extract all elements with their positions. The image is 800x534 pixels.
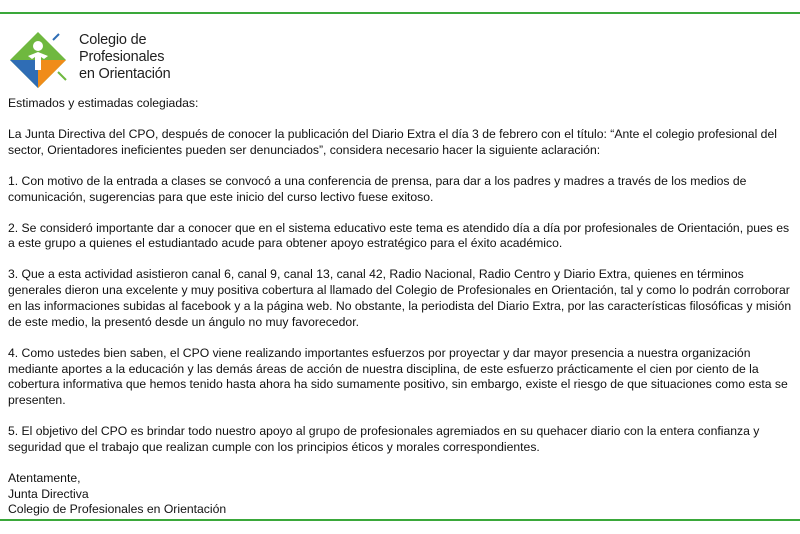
letter-body: [8, 96, 798, 518]
top-divider: [0, 12, 800, 14]
logo-line-2: Profesionales: [79, 49, 165, 65]
intro-paragraph: La Junta Directiva del CPO, después de conocer la publicación del Diario Extra el día 3 de febrero con el título: “Ante el colegio profesional del sector, Orientadores ineficientes pueden ser denunciados”, considera necesario hacer la siguiente aclaración:: [8, 126, 777, 157]
point-1: 1. Con motivo de la entrada a clases se convocó a una conferencia de prensa, para dar a los padres y madres a través de los medios de comunicación, sugerencias para que este inicio del curso lectivo fuese exitoso.: [8, 173, 747, 204]
point-3: 3. Que a esta actividad asistieron canal 6, canal 9, canal 13, canal 42, Radio Nacional, Radio Centro y Diario Extra, quienes en términos generales dieron una excelente y muy positiva cobertura al llamado del Colegio de Profesionales en Orientación, tal y como lo podrán corroborar en las informaciones subidas al facebook y a la página web. No obstante, la periodista del Diario Extra, por las características filosóficas y misión de este medio, la presentó desde un ángulo no muy favorecedor.: [8, 267, 792, 329]
signature-line-2: Colegio de Profesionales en Orientación: [8, 502, 227, 517]
logo-wordmark: [79, 32, 171, 83]
signature-line-1: Junta Directiva: [8, 486, 89, 501]
cpo-logo-icon: [8, 30, 68, 90]
logo-line-1: Colegio de: [79, 32, 147, 48]
closing: Atentamente,: [8, 470, 81, 485]
bottom-divider: [0, 519, 800, 521]
point-4: 4. Como ustedes bien saben, el CPO viene realizando importantes esfuerzos por proyectar y dar mayor presencia a nuestra organización mediante aportes a la educación y las demás áreas de acción de nuestra disciplina, de este esfuerzo prácticamente el cien por ciento de la cobertura informativa que hemos tenido hasta ahora ha sido sumamente positivo, sin embargo, existe el riesgo de que situaciones como esta se presenten.: [8, 345, 788, 408]
logo-line-3: en Orientación: [79, 66, 171, 82]
point-2: 2. Se consideró importante dar a conocer que en el sistema educativo este tema es atendido día a día por profesionales de Orientación, pues es a este grupo a quienes el estudiantado acude para obtener apoyo estratégico para el éxito académico.: [8, 220, 790, 251]
greeting: Estimados y estimadas colegiadas:: [8, 96, 199, 110]
cpo-logo: [8, 22, 171, 94]
point-5: 5. El objetivo del CPO es brindar todo nuestro apoyo al grupo de profesionales agremiados en su quehacer diario con la entera confianza y seguridad que el trabajo que realizan cumple con los principios éticos y morales correspondientes.: [8, 424, 760, 454]
